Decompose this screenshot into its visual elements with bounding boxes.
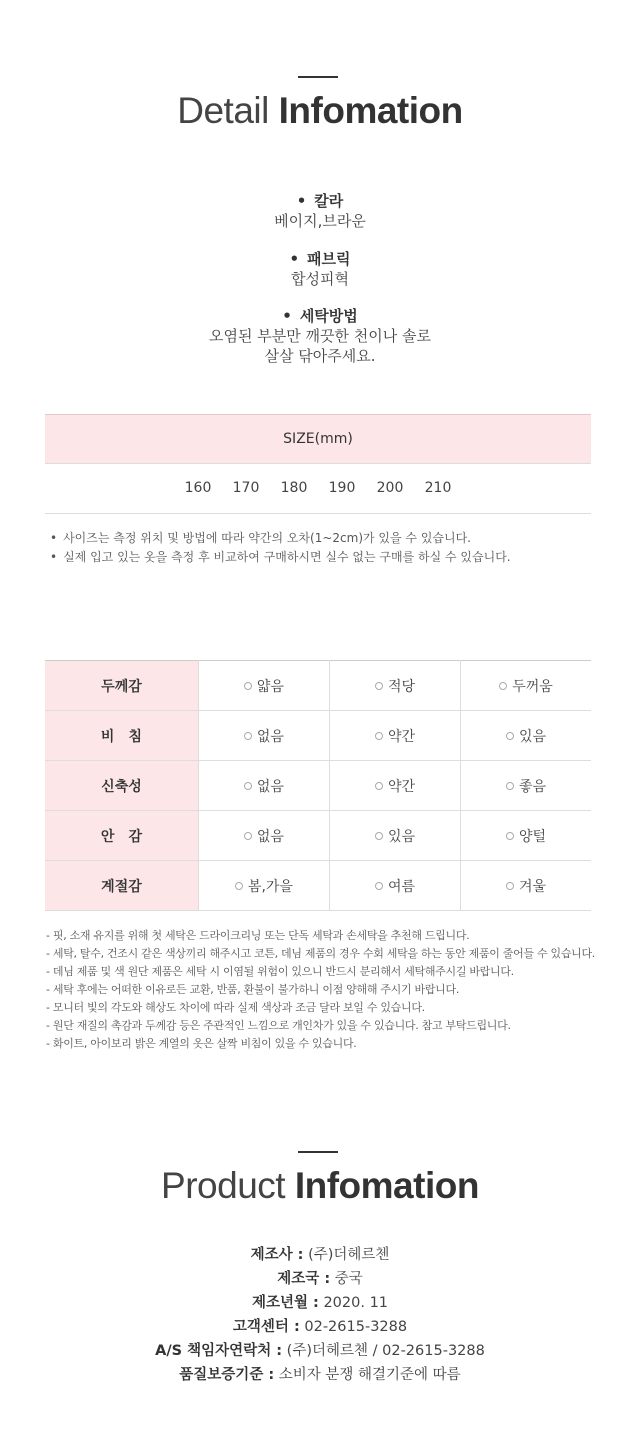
detail-title (0, 90, 640, 132)
product-info-row: A/S 책임자연락처 : (주)더헤르첸 / 02-2615-3288 (155, 1343, 485, 1359)
feel-option: 두꺼움 (460, 661, 591, 711)
fabric-feel-table (45, 660, 591, 911)
feel-row-sheerness (45, 711, 591, 761)
feel-row-thickness (45, 661, 591, 711)
feel-row-label: 비 침 (45, 711, 198, 761)
product-info-row: 제조년월 : 2020. 11 (251, 1295, 389, 1311)
care-note: - 세탁 후에는 어떠한 이유로든 교환, 반품, 환불이 불가하니 이점 양해해 주시기 바랍니다. (46, 983, 460, 996)
feel-row-label: 안 감 (45, 811, 198, 861)
spec-label: 패브릭 (307, 250, 351, 268)
product-info-row: 제조사 : (주)더헤르첸 (250, 1247, 390, 1263)
product-title-bold: Infomation (294, 1165, 479, 1206)
radio-circle-icon (375, 882, 383, 890)
size-notes (50, 529, 610, 567)
feel-row-lining (45, 811, 591, 861)
detail-title-light: Detail (177, 90, 269, 131)
care-note: - 세탁, 탈수, 건조시 같은 색상끼리 해주시고 코튼, 데님 제품의 경우 수회 세탁을 하는 동안 제품이 줄어들 수 있습니다. (46, 947, 595, 960)
size-header (45, 414, 591, 464)
size-value: 170 (232, 480, 260, 496)
feel-option: 약간 (329, 761, 460, 811)
size-note: • 실제 입고 있는 옷을 측정 후 비교하여 구매하시면 실수 없는 구매를 하실 수 있습니다. (50, 550, 511, 564)
feel-row-label: 신축성 (45, 761, 198, 811)
feel-option: 겨울 (460, 861, 591, 911)
feel-option: 있음 (329, 811, 460, 861)
spec-value: 살살 닦아주세요. (264, 347, 376, 365)
detail-title-rule (298, 76, 338, 78)
spec-label: 칼라 (314, 192, 344, 210)
radio-circle-icon (506, 882, 514, 890)
care-note: - 데님 제품 및 색 원단 제품은 세탁 시 이염될 위험이 있으니 반드시 분리해서 세탁해주시길 바랍니다. (46, 965, 514, 978)
bullet-icon: • (282, 307, 292, 325)
size-value: 190 (328, 480, 356, 496)
detail-title-bold: Infomation (278, 90, 463, 131)
radio-circle-icon (244, 682, 252, 690)
feel-option: 양털 (460, 811, 591, 861)
spec-value: 오염된 부분만 깨끗한 천이나 솔로 (209, 327, 431, 345)
radio-circle-icon (375, 832, 383, 840)
feel-option: 좋음 (460, 761, 591, 811)
radio-circle-icon (375, 732, 383, 740)
radio-circle-icon (235, 882, 243, 890)
feel-option: 없음 (198, 761, 329, 811)
size-value: 210 (424, 480, 452, 496)
spec-color (0, 191, 640, 231)
size-values-row (45, 463, 591, 514)
feel-option: 얇음 (198, 661, 329, 711)
spec-washing (0, 306, 640, 366)
radio-circle-icon (506, 732, 514, 740)
care-note: - 모니터 빛의 각도와 해상도 차이에 따라 실제 색상과 조금 달라 보일 수 있습니다. (46, 1001, 425, 1014)
radio-circle-icon (506, 782, 514, 790)
care-notes (46, 927, 636, 1053)
feel-option: 적당 (329, 661, 460, 711)
feel-option: 약간 (329, 711, 460, 761)
radio-circle-icon (244, 832, 252, 840)
radio-circle-icon (375, 782, 383, 790)
product-info-row: 제조국 : 중국 (277, 1271, 363, 1287)
feel-row-label: 두께감 (45, 661, 198, 711)
radio-circle-icon (506, 832, 514, 840)
spec-label: 세탁방법 (299, 307, 358, 325)
radio-circle-icon (375, 682, 383, 690)
product-title-light: Product (161, 1165, 286, 1206)
radio-circle-icon (499, 682, 507, 690)
size-value: 160 (184, 480, 212, 496)
radio-circle-icon (244, 782, 252, 790)
spec-value: 합성피혁 (291, 270, 349, 288)
feel-option: 봄,가을 (198, 861, 329, 911)
spec-value: 베이지,브라운 (274, 212, 366, 230)
spec-fabric (0, 249, 640, 289)
feel-row-season (45, 861, 591, 911)
bullet-icon: • (296, 192, 307, 210)
product-title-rule (298, 1151, 338, 1153)
bullet-icon: • (50, 550, 58, 564)
feel-option: 없음 (198, 711, 329, 761)
care-note: - 화이트, 아이보리 밝은 계열의 옷은 살짝 비침이 있을 수 있습니다. (46, 1037, 357, 1050)
care-note: - 핏, 소재 유지를 위해 첫 세탁은 드라이크리닝 또는 단독 세탁과 손세탁을 추천해 드립니다. (46, 929, 470, 942)
size-value: 200 (376, 480, 404, 496)
size-value: 180 (280, 480, 308, 496)
radio-circle-icon (244, 732, 252, 740)
feel-option: 있음 (460, 711, 591, 761)
product-info-row: 고객센터 : 02-2615-3288 (232, 1319, 408, 1335)
product-info-list (0, 1243, 640, 1387)
care-note: - 원단 재질의 촉감과 두께감 등은 주관적인 느낌으로 개인차가 있을 수 있습니다. 참고 부탁드립니다. (46, 1019, 511, 1032)
product-info-row: 품질보증기준 : 소비자 분쟁 해결기준에 따름 (179, 1367, 461, 1383)
bullet-icon: • (289, 250, 300, 268)
bullet-icon: • (50, 531, 58, 545)
feel-row-stretch (45, 761, 591, 811)
feel-option: 없음 (198, 811, 329, 861)
product-title (0, 1165, 640, 1207)
size-header-label: SIZE(mm) (283, 431, 353, 447)
feel-option: 여름 (329, 861, 460, 911)
size-note: • 사이즈는 측정 위치 및 방법에 따라 약간의 오차(1~2cm)가 있을 수 있습니다. (50, 531, 471, 545)
feel-row-label: 계절감 (45, 861, 198, 911)
